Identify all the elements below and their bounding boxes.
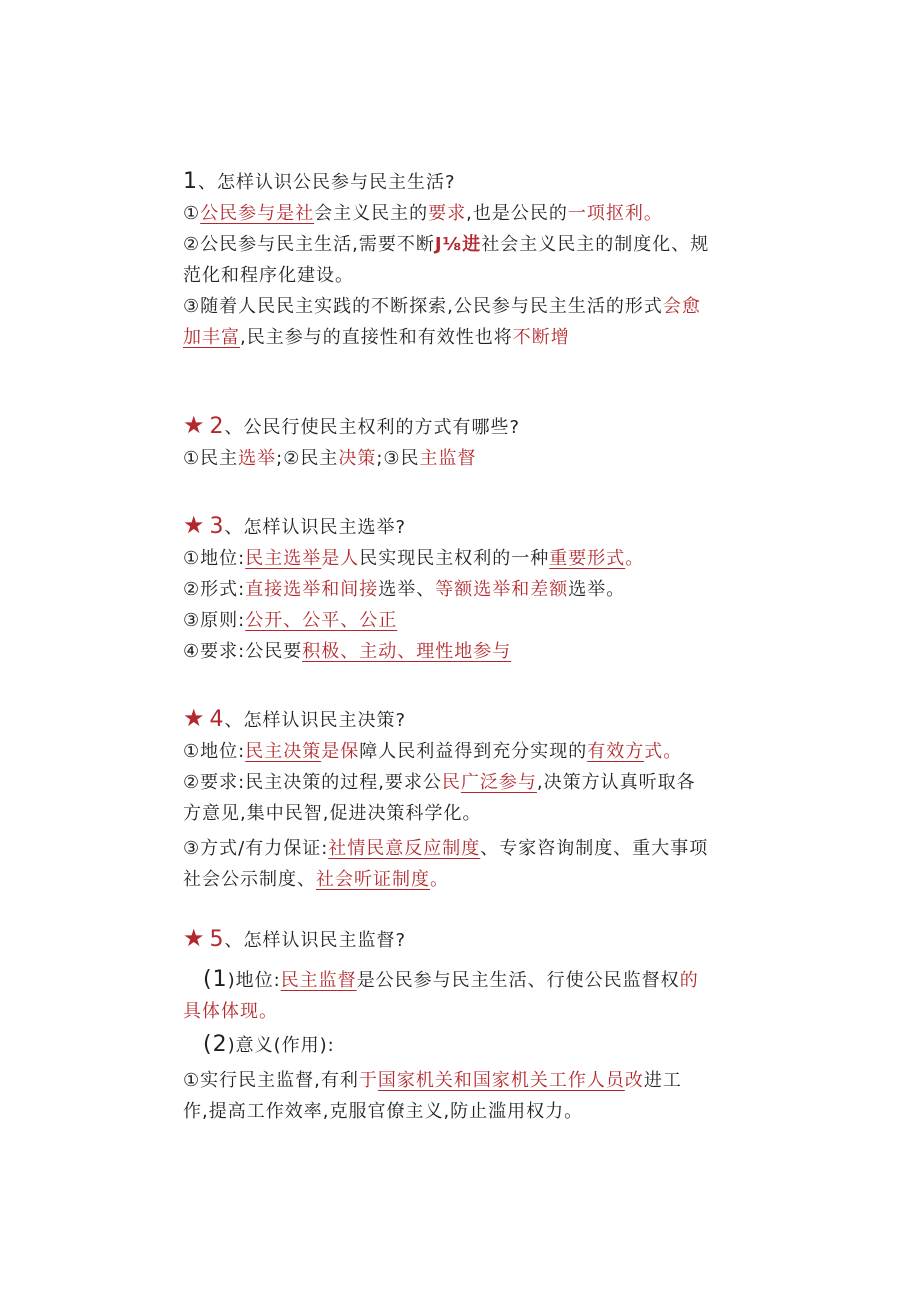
- text: 选举、: [378, 579, 436, 600]
- keyword: 。: [430, 869, 449, 890]
- text: ②要求:民主决策的过程,要求公: [183, 772, 442, 793]
- text: 选举。: [568, 579, 626, 600]
- keyword: 的: [679, 970, 699, 991]
- text: 进工: [643, 1070, 682, 1091]
- s1-point-2-cont: 范化和程序化建设。: [183, 265, 354, 286]
- text: ①实行民主监督,有利: [183, 1070, 359, 1091]
- section-1: [183, 166, 763, 353]
- keyword: 于: [358, 1070, 378, 1091]
- text: ;③民: [376, 448, 420, 469]
- section-number: 3: [209, 514, 225, 539]
- keyword: 公开、公平、公正: [245, 610, 398, 631]
- s4-point-3-cont: [183, 864, 763, 895]
- text: ,也是公民的: [466, 203, 568, 224]
- keyword: J⅛进: [434, 234, 482, 255]
- keyword: 一项抠利。: [567, 203, 663, 224]
- s5-part-1-cont: [183, 996, 763, 1027]
- keyword: 民主决策: [245, 741, 322, 762]
- s4-point-2-cont: 方意见,集中民智,促进决策科学化。: [183, 803, 482, 824]
- section-number: 1: [183, 169, 198, 194]
- text: ,民主参与的直接性和有效性也将: [240, 327, 513, 348]
- star-icon: ★: [183, 704, 206, 732]
- text: 、专家咨询制度、重大事项: [480, 838, 709, 859]
- s1-point-3-cont: [183, 322, 763, 353]
- keyword: 有效方: [587, 741, 645, 762]
- keyword: 加丰富: [183, 327, 240, 348]
- keyword: 社会听证制度: [316, 869, 430, 890]
- text: ①: [183, 203, 201, 224]
- s3-point-3: [183, 605, 763, 636]
- text: 是公民参与民主生活、行使公民监督权: [356, 970, 680, 991]
- s1-point-1: [183, 198, 763, 229]
- keyword: 社情民意反应制度: [328, 838, 481, 859]
- keyword: 等额选举和差额: [435, 579, 569, 600]
- keyword: 要求: [428, 203, 467, 224]
- text: 民实现民主权利的一种: [359, 548, 550, 569]
- s3-point-1: [183, 543, 763, 574]
- keyword: 不断增: [512, 327, 570, 348]
- keyword: 会愈: [662, 296, 701, 317]
- text: 障人民利益得到充分实现的: [359, 741, 588, 762]
- s4-point-3: [183, 833, 763, 864]
- s1-point-2: [183, 229, 763, 260]
- s4-point-2: [183, 767, 763, 798]
- section-3-heading: [183, 510, 763, 543]
- keyword: 改: [624, 1070, 644, 1091]
- keyword: 具体体现。: [183, 1001, 278, 1022]
- section-2-heading: [183, 410, 763, 443]
- keyword: 选举: [238, 448, 277, 469]
- section-title: 、怎样认识民主监督?: [224, 930, 407, 951]
- section-title: 、怎样认识民主决策?: [224, 710, 407, 731]
- keyword: 直接选举和间接: [245, 579, 379, 600]
- star-icon: ★: [183, 411, 206, 439]
- text: ③原则:: [183, 610, 246, 631]
- keyword: 决策: [338, 448, 377, 469]
- text: (: [203, 967, 213, 992]
- section-5: [183, 923, 763, 1127]
- keyword: 是保: [321, 741, 360, 762]
- text: ②形式:: [183, 579, 246, 600]
- section-5-heading: [183, 923, 763, 956]
- text: ④要求:公民要: [183, 641, 303, 662]
- section-4-heading: [183, 703, 763, 736]
- text: 社会主义民主的制度化、规: [481, 234, 710, 255]
- s4-point-1: [183, 736, 763, 767]
- star-icon: ★: [183, 924, 206, 952]
- section-number: 4: [209, 707, 225, 732]
- section-number: 2: [209, 414, 225, 439]
- text: ②公民参与民主生活,需要不断: [183, 234, 435, 255]
- keyword: 国家机关和国家机关工作人员: [377, 1070, 625, 1091]
- keyword: 主监督: [419, 448, 477, 469]
- text: 社会公示制度、: [183, 869, 316, 890]
- section-1-heading: [183, 166, 763, 198]
- star-icon: ★: [183, 511, 206, 539]
- keyword: 重要形式: [549, 548, 626, 569]
- section-3: [183, 510, 763, 667]
- s5-point-1-cont: 作,提高工作效率,克服官僚主义,防止滥用权力。: [183, 1101, 584, 1122]
- text: ①民主: [183, 448, 239, 469]
- keyword: 民主选举: [245, 548, 322, 569]
- keyword: 是人: [321, 548, 360, 569]
- keyword: 广泛参与: [460, 772, 537, 793]
- s5-part-2: [183, 1029, 763, 1061]
- text: ,决策方认真听取各: [536, 772, 696, 793]
- text: (: [203, 1032, 213, 1057]
- text: ①地位:: [183, 741, 246, 762]
- keyword: 。: [625, 548, 645, 569]
- keyword: 公民参与是社: [200, 203, 315, 224]
- text: ;②民主: [276, 448, 339, 469]
- section-number: 5: [209, 927, 225, 952]
- text: )地位:: [227, 970, 281, 991]
- text: )意义(作用):: [227, 1035, 335, 1056]
- s5-part-1: [183, 964, 763, 996]
- section-title: 、公民行使民主权利的方式有哪些?: [224, 417, 521, 438]
- s1-point-3: [183, 291, 763, 322]
- section-title: 、怎样认识公民参与民主生活?: [198, 172, 456, 193]
- text: ①地位:: [183, 548, 246, 569]
- keyword: 民: [441, 772, 461, 793]
- keyword: 积极、主动、理性地参与: [302, 641, 512, 662]
- text: ③方式/有力保证:: [183, 838, 329, 859]
- text: 1: [212, 967, 228, 992]
- s2-point-1: [183, 443, 763, 474]
- s5-point-1: [183, 1065, 763, 1096]
- keyword: 式。: [644, 741, 683, 762]
- s3-point-4: [183, 636, 763, 667]
- s3-point-2: [183, 574, 763, 605]
- text: ③随着人民民主实践的不断探索,公民参与民主生活的形式: [183, 296, 663, 317]
- keyword: 民主监督: [280, 970, 357, 991]
- section-title: 、怎样认识民主选举?: [224, 517, 407, 538]
- section-4: [183, 703, 763, 895]
- section-2: [183, 410, 763, 474]
- text: 2: [212, 1032, 228, 1057]
- text: 会主义民主的: [314, 203, 429, 224]
